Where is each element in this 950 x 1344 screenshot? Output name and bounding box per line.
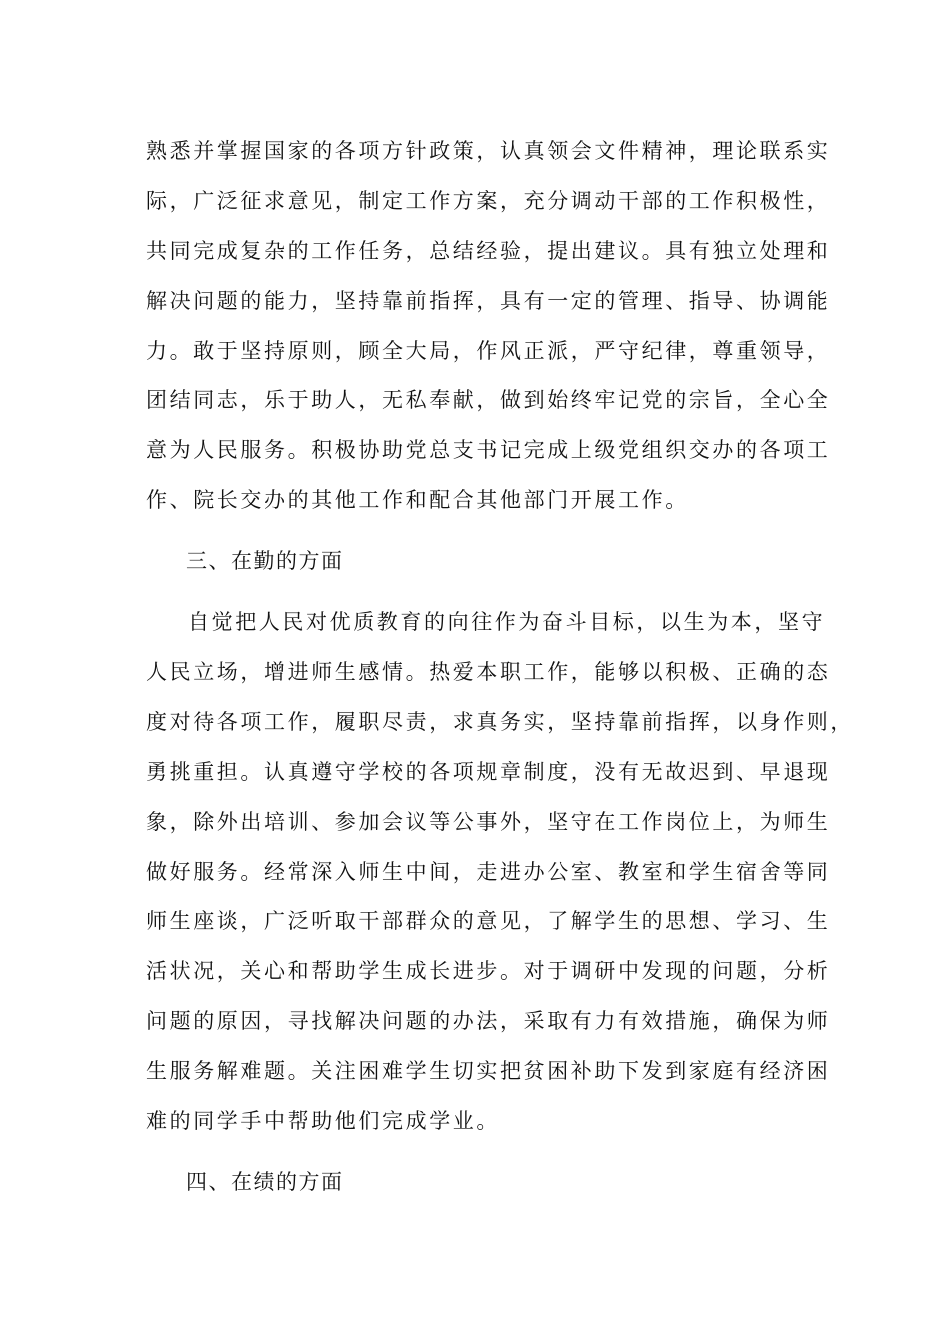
paragraph-line: 熟悉并掌握国家的各项方针政策，认真领会文件精神，理论联系实 bbox=[146, 139, 831, 163]
paragraph-line: 师生座谈，广泛听取干部群众的意见，了解学生的思想、学习、生 bbox=[146, 909, 831, 933]
paragraph-line: 意为人民服务。积极协助党总支书记完成上级党组织交办的各项工 bbox=[146, 438, 831, 462]
paragraph-line: 际，广泛征求意见，制定工作方案，充分调动干部的工作积极性， bbox=[146, 189, 831, 213]
paragraph-line: 做好服务。经常深入师生中间，走进办公室、教室和学生宿舍等同 bbox=[146, 860, 831, 884]
paragraph-line: 共同完成复杂的工作任务，总结经验，提出建议。具有独立处理和 bbox=[146, 239, 831, 263]
paragraph-line: 问题的原因，寻找解决问题的办法，采取有力有效措施，确保为师 bbox=[146, 1009, 831, 1033]
section-heading-4: 四、在绩的方面 bbox=[186, 1170, 344, 1194]
paragraph-line: 勇挑重担。认真遵守学校的各项规章制度，没有无故迟到、早退现 bbox=[146, 760, 831, 784]
paragraph-line: 作、院长交办的其他工作和配合其他部门开展工作。 bbox=[146, 488, 689, 512]
section-heading-3: 三、在勤的方面 bbox=[186, 549, 344, 573]
paragraph-line: 度对待各项工作，履职尽责，求真务实，坚持靠前指挥，以身作则， bbox=[146, 710, 854, 734]
paragraph-line: 团结同志，乐于助人，无私奉献，做到始终牢记党的宗旨，全心全 bbox=[146, 388, 831, 412]
paragraph-line: 象，除外出培训、参加会议等公事外，坚守在工作岗位上，为师生 bbox=[146, 810, 831, 834]
paragraph-line: 解决问题的能力，坚持靠前指挥，具有一定的管理、指导、协调能 bbox=[146, 289, 831, 313]
paragraph-line: 活状况，关心和帮助学生成长进步。对于调研中发现的问题，分析 bbox=[146, 959, 831, 983]
paragraph-line: 难的同学手中帮助他们完成学业。 bbox=[146, 1109, 500, 1133]
paragraph-line: 生服务解难题。关注困难学生切实把贫困补助下发到家庭有经济困 bbox=[146, 1059, 831, 1083]
paragraph-line: 自觉把人民对优质教育的向往作为奋斗目标，以生为本，坚守 bbox=[188, 610, 826, 634]
paragraph-line: 人民立场，增进师生感情。热爱本职工作，能够以积极、正确的态 bbox=[146, 660, 831, 684]
paragraph-line: 力。敢于坚持原则，顾全大局，作风正派，严守纪律，尊重领导， bbox=[146, 339, 831, 363]
